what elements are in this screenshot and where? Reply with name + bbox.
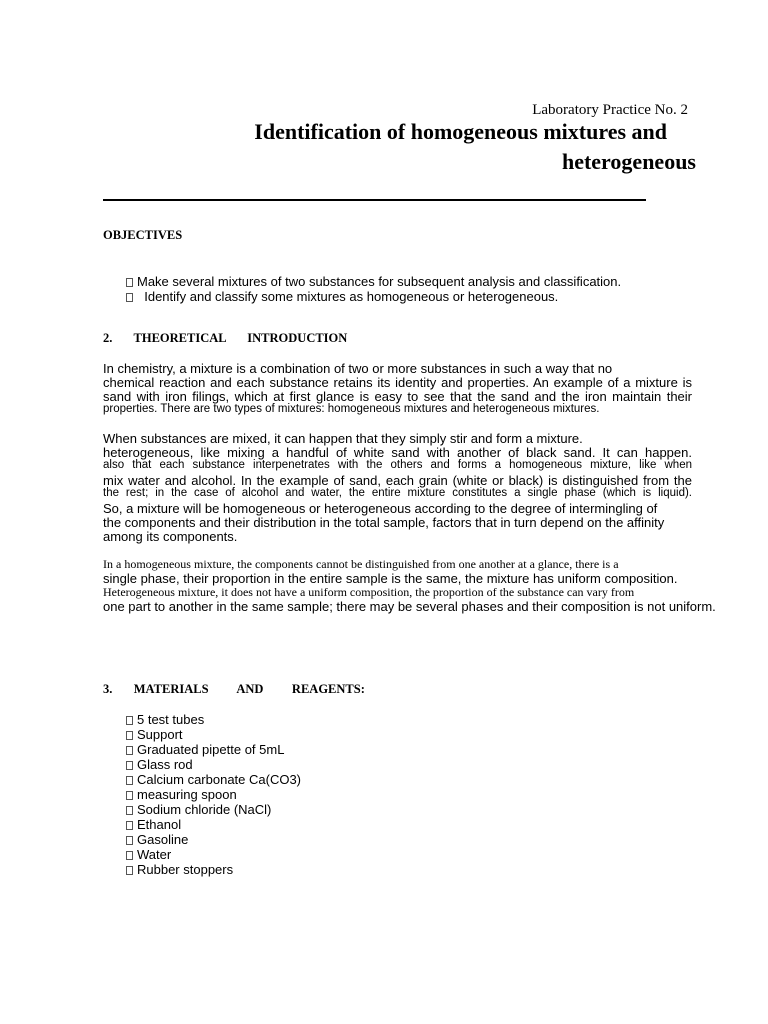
page-title-line-2: heterogeneous bbox=[561, 149, 696, 174]
checkbox-bullet-icon bbox=[126, 278, 133, 287]
materials-list bbox=[126, 712, 301, 877]
checkbox-bullet-icon bbox=[126, 791, 133, 800]
list-item: Identify and classify some mixtures as homogeneous or heterogeneous. bbox=[126, 289, 621, 304]
checkbox-bullet-icon bbox=[126, 776, 133, 785]
list-item: Glass rod bbox=[126, 757, 301, 772]
checkbox-bullet-icon bbox=[126, 293, 133, 302]
checkbox-bullet-icon bbox=[126, 836, 133, 845]
list-item: Ethanol bbox=[126, 817, 301, 832]
list-item: Rubber stoppers bbox=[126, 862, 301, 877]
objectives-heading: OBJECTIVES bbox=[103, 228, 183, 242]
list-item: 5 test tubes bbox=[126, 712, 301, 727]
checkbox-bullet-icon bbox=[126, 731, 133, 740]
list-item: Sodium chloride (NaCl) bbox=[126, 802, 301, 817]
checkbox-bullet-icon bbox=[126, 761, 133, 770]
checkbox-bullet-icon bbox=[126, 806, 133, 815]
page-title-line-1: Identification of homogeneous mixtures and bbox=[254, 119, 667, 144]
checkbox-bullet-icon bbox=[126, 746, 133, 755]
list-item: Calcium carbonate Ca(CO3) bbox=[126, 772, 301, 787]
checkbox-bullet-icon bbox=[126, 866, 133, 875]
practice-number: Laboratory Practice No. 2 bbox=[532, 102, 688, 118]
checkbox-bullet-icon bbox=[126, 716, 133, 725]
title-divider bbox=[103, 199, 646, 201]
objectives-list bbox=[126, 274, 621, 304]
list-item: Make several mixtures of two substances for subsequent analysis and classification. bbox=[126, 274, 621, 289]
list-item: measuring spoon bbox=[126, 787, 301, 802]
theory-heading: 2. THEORETICAL INTRODUCTION bbox=[103, 331, 348, 345]
list-item: Support bbox=[126, 727, 301, 742]
checkbox-bullet-icon bbox=[126, 821, 133, 830]
list-item: Gasoline bbox=[126, 832, 301, 847]
list-item: Water bbox=[126, 847, 301, 862]
checkbox-bullet-icon bbox=[126, 851, 133, 860]
materials-heading: 3. MATERIALS AND REAGENTS: bbox=[103, 682, 365, 696]
list-item: Graduated pipette of 5mL bbox=[126, 742, 301, 757]
